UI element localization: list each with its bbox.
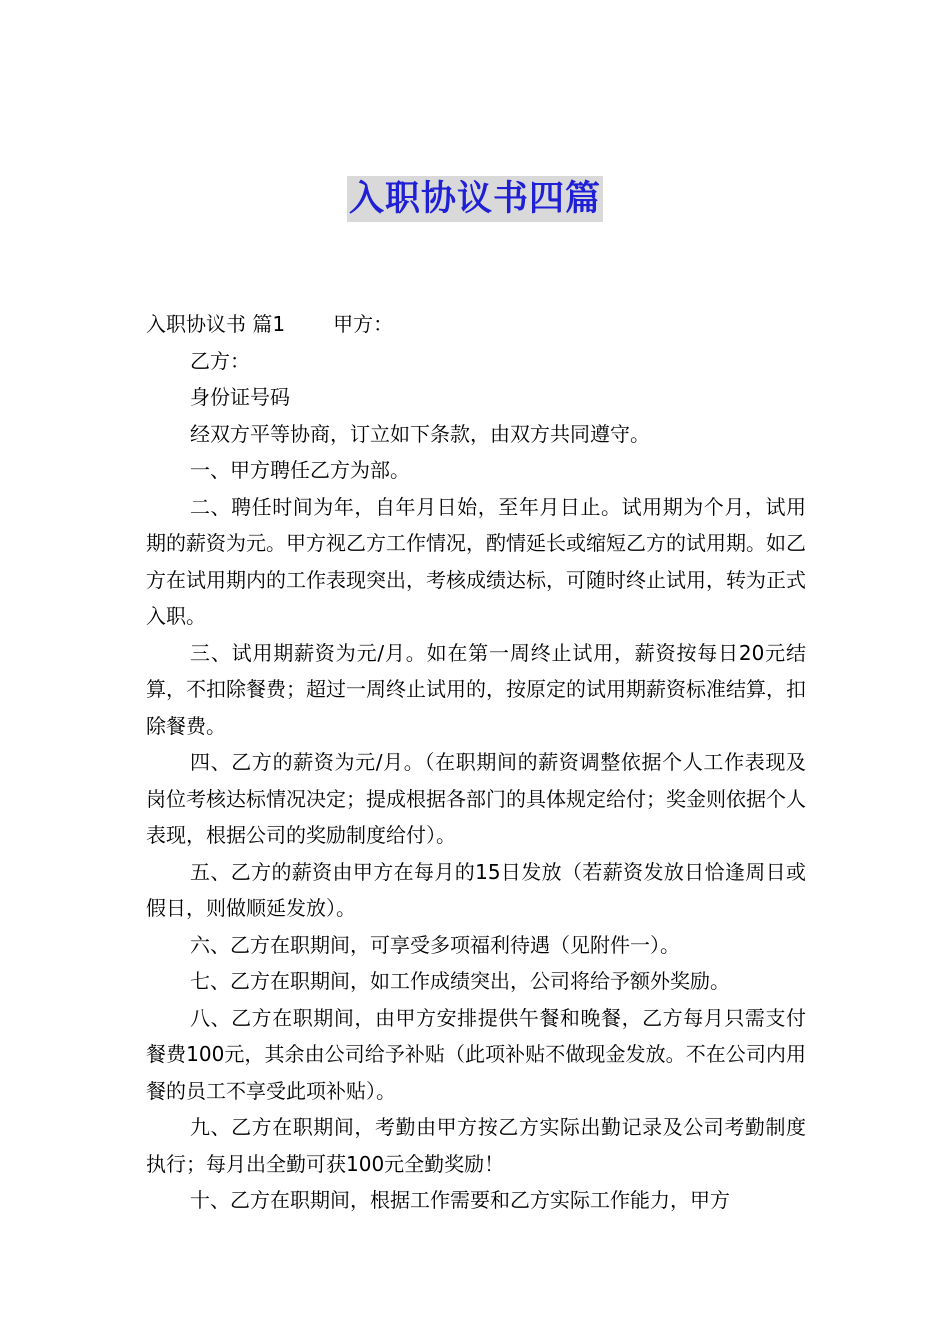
document-title: 入职协议书四篇 xyxy=(347,176,603,222)
clause-8: 八、乙方在职期间，由甲方安排提供午餐和晚餐，乙方每月只需支付餐费100元，其余由公司给予补贴（此项补贴不做现金发放。不在公司内用餐的员工不享受此项补贴）。 xyxy=(146,1005,806,1103)
clause-3: 三、试用期薪资为元/月。如在第一周终止试用，薪资按每日20元结算，不扣除餐费；超过一周终止试用的，按原定的试用期薪资标准结算，扣除餐费。 xyxy=(146,640,806,738)
clause-6: 六、乙方在职期间，可享受多项福利待遇（见附件一）。 xyxy=(190,932,680,957)
title-container xyxy=(0,176,950,222)
heading-line xyxy=(146,306,806,343)
clause-5: 五、乙方的薪资由甲方在每月的15日发放（若薪资发放日恰逢周日或假日，则做顺延发放）。 xyxy=(146,859,806,920)
clause-10: 十、乙方在职期间，根据工作需要和乙方实际工作能力，甲方 xyxy=(190,1188,730,1212)
document-body xyxy=(146,306,806,1219)
paragraph-party-b: 乙方： xyxy=(190,348,250,373)
paragraph-id-number: 身份证号码 xyxy=(190,385,290,409)
clause-4: 四、乙方的薪资为元/月。（在职期间的薪资调整依据个人工作表现及岗位考核达标情况决定；提成根据各部门的具体规定给付；奖金则依据个人表现，根据公司的奖励制度给付）。 xyxy=(146,750,806,847)
clause-7: 七、乙方在职期间，如工作成绩突出，公司将给予额外奖励。 xyxy=(190,969,730,993)
paragraph-intro: 经双方平等协商，订立如下条款，由双方共同遵守。 xyxy=(190,421,650,446)
clause-9: 九、乙方在职期间，考勤由甲方按乙方实际出勤记录及公司考勤制度执行；每月出全勤可获100元全勤奖励！ xyxy=(146,1115,806,1176)
party-a-label: 甲方： xyxy=(333,312,394,336)
clause-1: 一、甲方聘任乙方为部。 xyxy=(190,458,410,482)
section-label: 入职协议书 篇1 xyxy=(146,312,286,336)
clause-2: 二、聘任时间为年，自年月日始，至年月日止。试用期为个月，试用期的薪资为元。甲方视乙方工作情况，酌情延长或缩短乙方的试用期。如乙方在试用期内的工作表现突出，考核成绩达标，可随时终止试用，转为正式入职。 xyxy=(146,494,806,628)
